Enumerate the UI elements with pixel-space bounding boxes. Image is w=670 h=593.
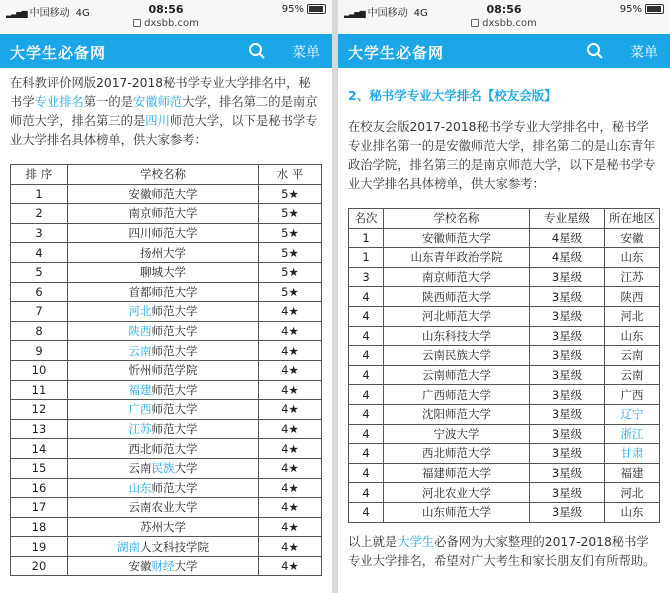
level-cell: 4★ — [259, 419, 322, 439]
level-cell: 4★ — [259, 478, 322, 498]
table-row — [11, 341, 322, 361]
level-cell: 5★ — [259, 204, 322, 224]
rank-cell: 15 — [11, 458, 68, 478]
inline-link[interactable]: 湖南 — [117, 539, 140, 554]
inline-link[interactable]: 山东 — [128, 480, 152, 495]
school-cell: 安徽师范大学 — [384, 228, 530, 248]
rank-cell: 4 — [11, 243, 68, 263]
rank-cell: 1 — [11, 184, 68, 204]
rank-cell: 4 — [349, 444, 384, 464]
region-cell: 云南 — [605, 365, 660, 385]
table-row — [11, 478, 322, 498]
text-segment: 师范大学 — [151, 402, 198, 417]
rank-cell: 11 — [11, 380, 68, 400]
school-cell — [68, 243, 259, 263]
table-row — [349, 326, 660, 346]
url-domain: dxsbb.com — [0, 18, 332, 29]
table-row — [349, 483, 660, 503]
table-row — [11, 302, 322, 322]
level-cell: 5★ — [259, 262, 322, 282]
clock: 08:56 — [486, 3, 522, 16]
text-segment: 苏州大学 — [140, 519, 186, 534]
level-cell: 5★ — [259, 282, 322, 302]
ranking-table — [10, 164, 322, 576]
text-segment: 师范大学，以下是秘书学专业大学排名具体榜单，供大家参考： — [10, 114, 318, 147]
table-row — [11, 243, 322, 263]
rank-cell: 3 — [349, 267, 384, 287]
left-screen — [0, 0, 332, 593]
school-cell: 山东师范大学 — [384, 502, 530, 522]
table-row — [349, 502, 660, 522]
region-cell: 山东 — [605, 502, 660, 522]
inline-link[interactable]: 陕西 — [128, 324, 152, 339]
school-cell: 陕西师范大学 — [384, 287, 530, 307]
table-row — [349, 404, 660, 424]
text-segment: 西北师范大学 — [128, 441, 198, 456]
right-screen — [338, 0, 670, 593]
stars-cell: 3星级 — [530, 483, 605, 503]
text-segment: 人文科技学院 — [140, 539, 209, 554]
level-cell: 4★ — [259, 302, 322, 322]
rank-cell: 4 — [349, 346, 384, 366]
text-segment: 忻州师范学院 — [128, 363, 198, 378]
stars-cell: 3星级 — [530, 463, 605, 483]
rank-cell: 9 — [11, 341, 68, 361]
school-cell — [68, 184, 259, 204]
inline-link[interactable]: 民族 — [151, 461, 175, 476]
region-cell: 安徽 — [605, 228, 660, 248]
rank-cell: 10 — [11, 360, 68, 380]
rank-cell: 8 — [11, 321, 68, 341]
region-cell: 广西 — [605, 385, 660, 405]
text-segment: 扬州大学 — [140, 245, 186, 260]
school-cell: 宁波大学 — [384, 424, 530, 444]
site-logo[interactable]: 大学生必备网 — [348, 44, 445, 62]
section-heading: 2、秘书学专业大学排名【校友会版】 — [348, 88, 557, 103]
table-row — [349, 306, 660, 326]
rank-cell: 13 — [11, 419, 68, 439]
text-segment: 云南 — [128, 461, 152, 476]
text-segment: 必备网为大家整理的2017-2018秘书学专业大学排名，希望对广大考生和家长朋友们有所帮助。 — [348, 534, 656, 568]
table-row — [11, 380, 322, 400]
site-header — [0, 34, 332, 68]
table-row — [11, 400, 322, 420]
inline-link[interactable]: 四川 — [145, 114, 170, 128]
site-header — [338, 34, 670, 68]
inline-link[interactable]: 云南 — [128, 343, 152, 358]
url-domain: dxsbb.com — [338, 18, 670, 29]
battery-icon — [645, 4, 664, 14]
school-cell — [68, 556, 259, 576]
region-cell: 河北 — [605, 306, 660, 326]
table-row — [349, 267, 660, 287]
stars-cell: 3星级 — [530, 385, 605, 405]
school-cell — [68, 282, 259, 302]
region-cell: 山东 — [605, 248, 660, 268]
school-cell — [68, 498, 259, 518]
table-row — [11, 282, 322, 302]
level-cell: 4★ — [259, 380, 322, 400]
stars-cell: 3星级 — [530, 287, 605, 307]
school-cell — [68, 517, 259, 537]
stars-cell: 3星级 — [530, 326, 605, 346]
table-row — [11, 458, 322, 478]
menu-button[interactable]: 菜单 — [630, 45, 658, 61]
table-row — [11, 556, 322, 576]
rank-cell: 4 — [349, 463, 384, 483]
table-row — [11, 321, 322, 341]
search-icon[interactable] — [248, 42, 266, 60]
inline-link[interactable]: 江苏 — [128, 422, 152, 437]
lock-icon — [133, 19, 141, 27]
rank-cell: 12 — [11, 400, 68, 420]
level-cell: 5★ — [259, 184, 322, 204]
level-cell: 4★ — [259, 439, 322, 459]
column-header: 所在地区 — [605, 209, 660, 229]
rank-cell: 4 — [349, 385, 384, 405]
status-bar — [0, 0, 332, 34]
school-cell — [68, 262, 259, 282]
inline-link[interactable]: 河北 — [128, 304, 152, 319]
region-cell[interactable]: 甘肃 — [605, 444, 660, 464]
level-cell: 4★ — [259, 556, 322, 576]
clock: 08:56 — [148, 3, 184, 16]
school-cell: 河北师范大学 — [384, 306, 530, 326]
table-row — [11, 184, 322, 204]
school-cell: 西北师范大学 — [384, 444, 530, 464]
text-segment: 安徽 — [128, 559, 152, 574]
school-cell — [68, 302, 259, 322]
school-cell — [68, 478, 259, 498]
text-segment: 首都师范大学 — [128, 284, 198, 299]
table-row — [349, 287, 660, 307]
table-row — [349, 248, 660, 268]
rank-cell: 4 — [349, 404, 384, 424]
table-row — [11, 223, 322, 243]
table-row — [349, 424, 660, 444]
school-cell — [68, 341, 259, 361]
column-header: 专业星级 — [530, 209, 605, 229]
school-cell: 山东青年政治学院 — [384, 248, 530, 268]
text-segment: 聊城大学 — [140, 265, 186, 280]
rank-cell: 4 — [349, 365, 384, 385]
stars-cell: 3星级 — [530, 404, 605, 424]
school-cell — [68, 537, 259, 557]
level-cell: 4★ — [259, 537, 322, 557]
table-row — [349, 346, 660, 366]
signal-icon: ▂▃▅▆ — [344, 9, 365, 18]
rank-cell: 7 — [11, 302, 68, 322]
text-segment: 师范大学 — [151, 480, 198, 495]
rank-cell: 4 — [349, 326, 384, 346]
school-cell — [68, 380, 259, 400]
text-segment: 在科教评价网版2017-2018秘书学专业大学排名中，秘书学 — [10, 76, 311, 109]
column-header: 学校名称 — [68, 165, 259, 185]
closing-paragraph — [348, 533, 660, 571]
level-cell: 4★ — [259, 341, 322, 361]
level-cell: 5★ — [259, 223, 322, 243]
region-cell: 云南 — [605, 346, 660, 366]
rank-cell: 1 — [349, 228, 384, 248]
rank-cell: 4 — [349, 287, 384, 307]
rank-cell: 1 — [349, 248, 384, 268]
level-cell: 5★ — [259, 243, 322, 263]
signal-icon: ▂▃▅▆ — [6, 9, 27, 18]
school-cell: 福建师范大学 — [384, 463, 530, 483]
level-cell: 4★ — [259, 458, 322, 478]
search-icon[interactable] — [586, 42, 604, 60]
table-row — [349, 228, 660, 248]
rank-cell: 20 — [11, 556, 68, 576]
rank-cell: 4 — [349, 502, 384, 522]
stars-cell: 3星级 — [530, 346, 605, 366]
menu-button[interactable]: 菜单 — [292, 45, 320, 61]
school-cell: 河北农业大学 — [384, 483, 530, 503]
school-cell — [68, 204, 259, 224]
rank-cell: 4 — [349, 483, 384, 503]
school-cell — [68, 419, 259, 439]
school-cell — [68, 400, 259, 420]
region-cell: 山东 — [605, 326, 660, 346]
rank-cell: 19 — [11, 537, 68, 557]
school-cell — [68, 360, 259, 380]
stars-cell: 3星级 — [530, 267, 605, 287]
school-cell: 山东科技大学 — [384, 326, 530, 346]
level-cell: 4★ — [259, 360, 322, 380]
region-cell: 江苏 — [605, 267, 660, 287]
school-cell: 云南师范大学 — [384, 365, 530, 385]
rank-cell: 3 — [11, 223, 68, 243]
battery: 95% — [620, 4, 664, 15]
region-cell: 福建 — [605, 463, 660, 483]
text-segment: 师范大学 — [151, 304, 198, 319]
text-segment: 师范大学 — [151, 382, 198, 397]
school-cell: 南京师范大学 — [384, 267, 530, 287]
table-row — [11, 262, 322, 282]
rank-cell: 6 — [11, 282, 68, 302]
inline-link[interactable]: 安徽师范 — [133, 95, 183, 109]
text-segment: 云南农业大学 — [128, 500, 198, 515]
text-segment: 第一的是 — [83, 95, 134, 109]
battery-icon — [307, 4, 326, 14]
level-cell: 4★ — [259, 400, 322, 420]
rank-cell: 18 — [11, 517, 68, 537]
inline-link[interactable]: 财经 — [151, 559, 175, 574]
school-cell: 沈阳师范大学 — [384, 404, 530, 424]
rank-cell: 16 — [11, 478, 68, 498]
level-cell: 4★ — [259, 498, 322, 518]
column-header: 学校名称 — [384, 209, 530, 229]
text-segment: 师范大学 — [151, 422, 198, 437]
stars-cell: 3星级 — [530, 424, 605, 444]
site-logo[interactable]: 大学生必备网 — [10, 44, 107, 62]
table-row — [11, 517, 322, 537]
table-row — [11, 360, 322, 380]
intro-paragraph — [10, 74, 322, 150]
table-row — [11, 439, 322, 459]
rank-cell: 2 — [11, 204, 68, 224]
lock-icon — [471, 19, 479, 27]
stars-cell: 4星级 — [530, 228, 605, 248]
stars-cell: 3星级 — [530, 365, 605, 385]
column-header: 排 序 — [11, 165, 68, 185]
text-segment: 师范大学 — [151, 324, 198, 339]
status-bar — [338, 0, 670, 34]
table-row — [349, 444, 660, 464]
table-row — [11, 537, 322, 557]
school-cell — [68, 458, 259, 478]
inline-link[interactable]: 福建 — [128, 382, 152, 397]
rank-cell: 4 — [349, 306, 384, 326]
text-segment: 大学 — [174, 559, 198, 574]
school-cell: 云南民族大学 — [384, 346, 530, 366]
stars-cell: 4星级 — [530, 248, 605, 268]
school-cell — [68, 439, 259, 459]
table-row — [349, 365, 660, 385]
inline-link[interactable]: 专业排名 — [34, 95, 84, 109]
text-segment: 四川师范大学 — [128, 226, 198, 241]
inline-link[interactable]: 广西 — [128, 402, 152, 417]
region-cell: 河北 — [605, 483, 660, 503]
level-cell: 4★ — [259, 321, 322, 341]
table-row — [11, 419, 322, 439]
alumni-ranking-table — [348, 208, 660, 523]
region-cell[interactable]: 浙江 — [605, 424, 660, 444]
rank-cell: 5 — [11, 262, 68, 282]
stars-cell: 3星级 — [530, 306, 605, 326]
table-row — [11, 204, 322, 224]
text-segment: 安徽师范大学 — [128, 186, 198, 201]
table-row — [11, 498, 322, 518]
text-segment: 大学，排名第二的是南京师范大学，排名第三的是 — [10, 95, 318, 128]
stars-cell: 3星级 — [530, 502, 605, 522]
stars-cell: 3星级 — [530, 444, 605, 464]
text-segment: 师范大学 — [151, 343, 198, 358]
text-segment: 大学 — [174, 461, 198, 476]
column-header: 名次 — [349, 209, 384, 229]
rank-cell: 4 — [349, 424, 384, 444]
rank-cell: 17 — [11, 498, 68, 518]
table-row — [349, 463, 660, 483]
intro-paragraph: 在校友会版2017-2018秘书学专业大学排名中，秘书学专业排名第一的是安徽师范大学，排名第二的是山东青年政治学院，排名第三的是南京师范大学，以下是秘书学专业大学排名具体榜单，供大家参考： — [348, 120, 656, 191]
region-cell[interactable]: 辽宁 — [605, 404, 660, 424]
text-segment: 南京师范大学 — [128, 206, 198, 221]
school-cell: 广西师范大学 — [384, 385, 530, 405]
column-header: 水 平 — [259, 165, 322, 185]
inline-link[interactable]: 大学生 — [397, 534, 435, 549]
level-cell: 4★ — [259, 517, 322, 537]
table-row — [349, 385, 660, 405]
school-cell — [68, 223, 259, 243]
carrier: ▂▃▅▆ 中国移动 4G — [6, 8, 90, 19]
region-cell: 陕西 — [605, 287, 660, 307]
rank-cell: 14 — [11, 439, 68, 459]
carrier: ▂▃▅▆ 中国移动 4G — [344, 8, 428, 19]
battery: 95% — [282, 4, 326, 15]
school-cell — [68, 321, 259, 341]
text-segment: 以上就是 — [348, 534, 398, 549]
